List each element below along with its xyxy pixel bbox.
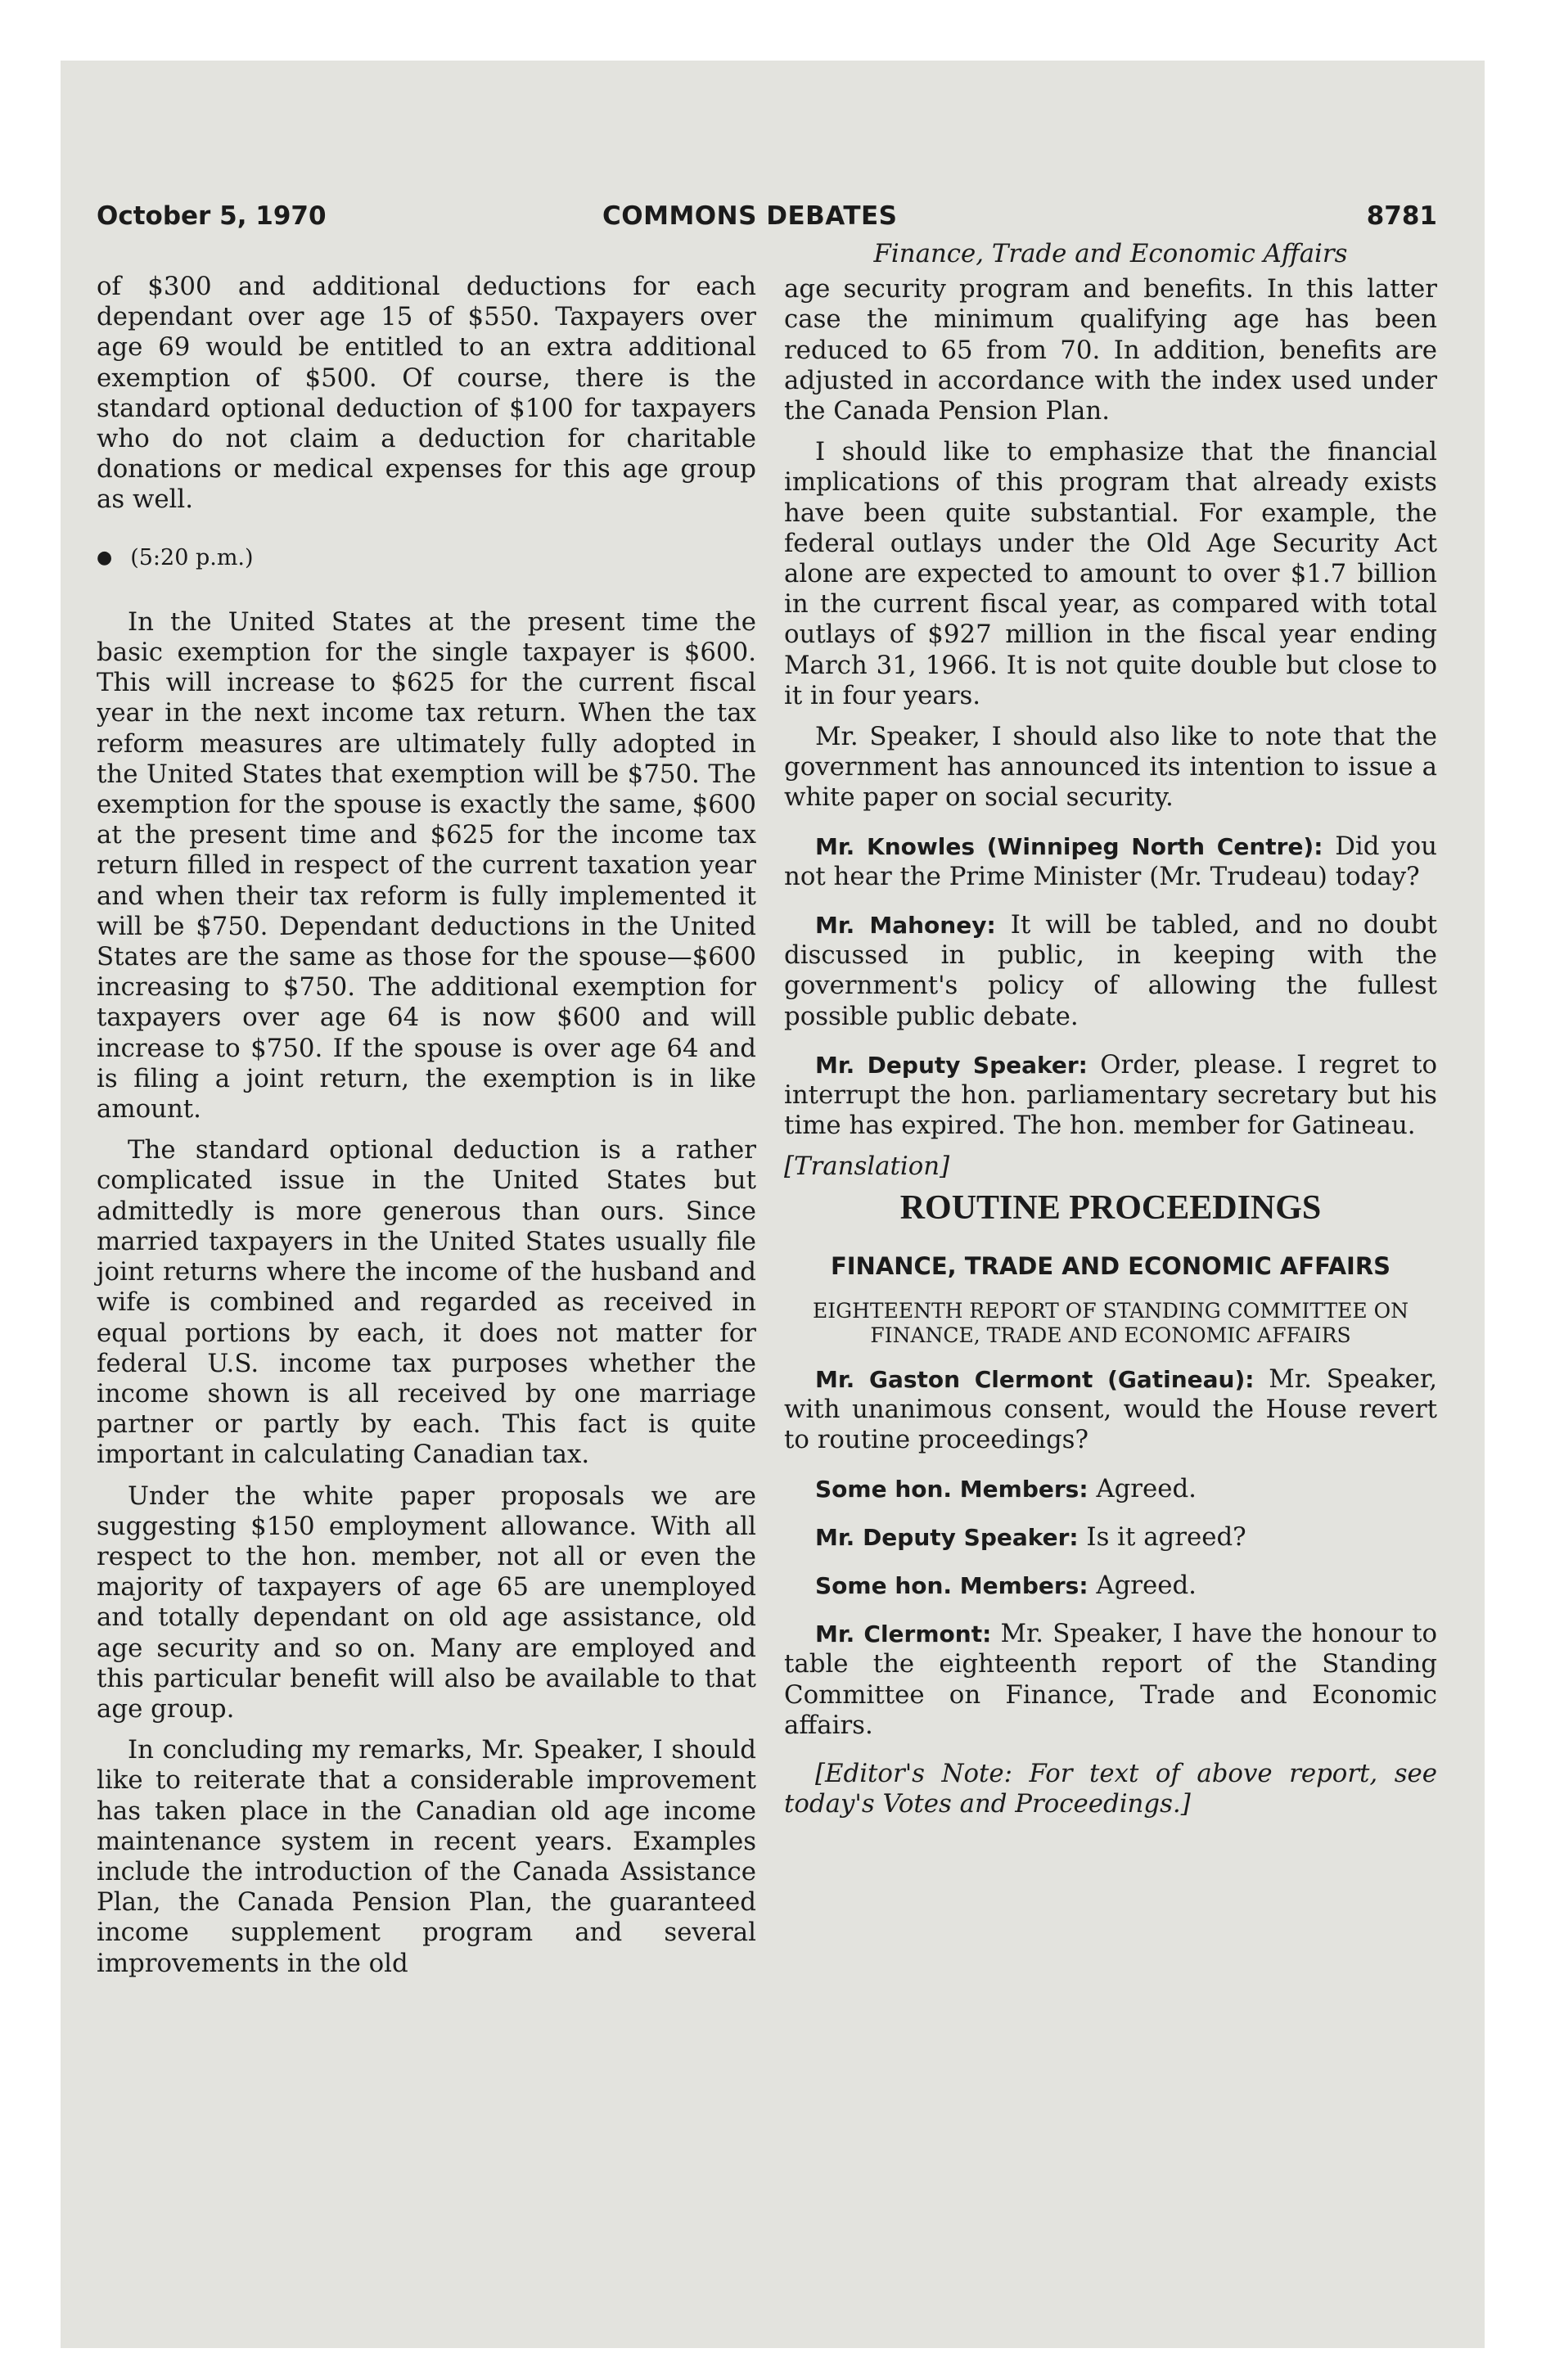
running-head: Finance, Trade and Economic Affairs bbox=[873, 239, 1348, 268]
speaker-name: Some hon. Members: bbox=[815, 1475, 1089, 1503]
speech-text: It will be tabled, and no doubt discussed in public, in keeping with the government's policy of allowing the fullest possible public debate. bbox=[784, 910, 1437, 1031]
paragraph: Under the white paper proposals we are suggesting $150 employment allowance. With all respect to the hon. member, not all or even the majority of taxpayers of age 65 are unemployed and totally dependant on old age assistance, old age security and so on. Many are employed and this particular benefit will also be available to that age group. bbox=[97, 1481, 756, 1724]
speech-clermont bbox=[784, 1364, 1437, 1456]
paragraph: In concluding my remarks, Mr. Speaker, I should like to reiterate that a considerable improvement has taken place in the Canadian old age income maintenance system in recent years. Examples include the introduction of the Canada Assistance Plan, the Canada Pension Plan, the guaranteed income supplement program and several improvements in the old bbox=[97, 1735, 756, 1978]
paragraph: Mr. Speaker, I should also like to note that the government has announced its intention to issue a white paper on social security. bbox=[784, 722, 1437, 813]
paragraph: age security program and benefits. In this latter case the minimum qualifying age has been reduced to 65 from 70. In addition, benefits are adjusted in accordance with the index used under the Canada Pension Plan. bbox=[784, 274, 1437, 426]
speaker-name: Mr. Deputy Speaker: bbox=[815, 1523, 1079, 1551]
speech-deputy-speaker bbox=[784, 1522, 1437, 1553]
header-date: October 5, 1970 bbox=[97, 201, 327, 231]
page-header bbox=[97, 201, 1437, 234]
translation-note: [Translation] bbox=[784, 1152, 950, 1182]
speech-text: Agreed. bbox=[1096, 1570, 1197, 1600]
speaker-name: Mr. Deputy Speaker: bbox=[815, 1051, 1088, 1079]
editors-note: [Editor's Note: For text of above report, see today's Votes and Proceedings.] bbox=[784, 1758, 1437, 1819]
speech-members bbox=[784, 1474, 1437, 1504]
speech-text: Mr. Speaker, I have the honour to table the eighteenth report of the Standing Committee on Finance, Trade and Economic affairs. bbox=[784, 1619, 1437, 1740]
speech-members bbox=[784, 1571, 1437, 1601]
speaker-name: Some hon. Members: bbox=[815, 1571, 1089, 1599]
subsection-heading: FINANCE, TRADE AND ECONOMIC AFFAIRS bbox=[830, 1251, 1391, 1280]
left-column bbox=[97, 272, 756, 1990]
speech-text: Agreed. bbox=[1096, 1473, 1197, 1503]
speaker-name: Mr. Gaston Clermont (Gatineau): bbox=[815, 1365, 1255, 1393]
speech-deputy-speaker bbox=[784, 1050, 1437, 1142]
header-title: COMMONS DEBATES bbox=[602, 201, 898, 231]
speech-text: Is it agreed? bbox=[1086, 1521, 1246, 1552]
speaker-name: Mr. Knowles (Winnipeg North Centre): bbox=[815, 832, 1323, 860]
paragraph: The standard optional deduction is a rather complicated issue in the United States but admittedly is more generous than ours. Since married taxpayers in the United States usually file joint returns where the income of the husband and wife is combined and regarded as received in equal portions by each, it does not matter for federal U.S. income tax purposes whether the income shown is all received by one marriage partner or partly by each. This fact is quite important in calculating Canadian tax. bbox=[97, 1135, 756, 1470]
bullet-icon: ● bbox=[97, 547, 113, 568]
paragraph: I should like to emphasize that the financial implications of this program that already exists have been quite substantial. For example, the federal outlays under the Old Age Security Act alone are expected to amount to over $1.7 billion in the current fiscal year, as compared with total outlays of $927 million in the fiscal year ending March 31, 1966. It is not quite double but close to it in four years. bbox=[784, 437, 1437, 710]
speech-knowles bbox=[784, 832, 1437, 892]
speech-text: Mr. Speaker, with unanimous consent, would the House revert to routine proceedings? bbox=[784, 1364, 1437, 1455]
paragraph: In the United States at the present time the basic exemption for the single taxpayer is $600. This will increase to $625 for the current fiscal year in the next income tax return. When the tax reform measures are ultimately fully adopted in the United States that exemption will be $750. The exemption for the spouse is exactly the same, $600 at the present time and $625 for the income tax return filled in respect of the current taxation year and when their tax reform is fully implemented it will be $750. Dependant deductions in the United States are the same as those for the spouse—$600 increasing to $750. The additional exemption for taxpayers over age 64 is now $600 and will increase to $750. If the spouse is over age 64 and is filing a joint return, the exemption is in like amount. bbox=[97, 606, 756, 1125]
report-heading: EIGHTEENTH REPORT OF STANDING COMMITTEE ON FINANCE, TRADE AND ECONOMIC AFFAIRS bbox=[813, 1298, 1409, 1347]
speech-mahoney bbox=[784, 910, 1437, 1032]
time-marker bbox=[97, 543, 756, 573]
section-heading: ROUTINE PROCEEDINGS bbox=[899, 1188, 1322, 1227]
page-number: 8781 bbox=[1366, 201, 1437, 231]
speaker-name: Mr. Mahoney: bbox=[815, 912, 996, 940]
speaker-name: Mr. Clermont: bbox=[815, 1620, 992, 1648]
speech-clermont bbox=[784, 1619, 1437, 1741]
speech-text: Did you not hear the Prime Minister (Mr. Trudeau) today? bbox=[784, 831, 1437, 891]
time-marker-text: (5:20 p.m.) bbox=[130, 544, 254, 570]
speech-text: Order, please. I regret to interrupt the hon. parliamentary secretary but his time has expired. The hon. member for Gatineau. bbox=[784, 1049, 1437, 1141]
paragraph: of $300 and additional deductions for each dependant over age 15 of $550. Taxpayers over age 69 would be entitled to an extra additional exemption of $500. Of course, there is the standard optional deduction of $100 for taxpayers who do not claim a deduction for charitable donations or medical expenses for this age group as well. bbox=[97, 272, 756, 515]
right-column bbox=[784, 239, 1437, 1830]
